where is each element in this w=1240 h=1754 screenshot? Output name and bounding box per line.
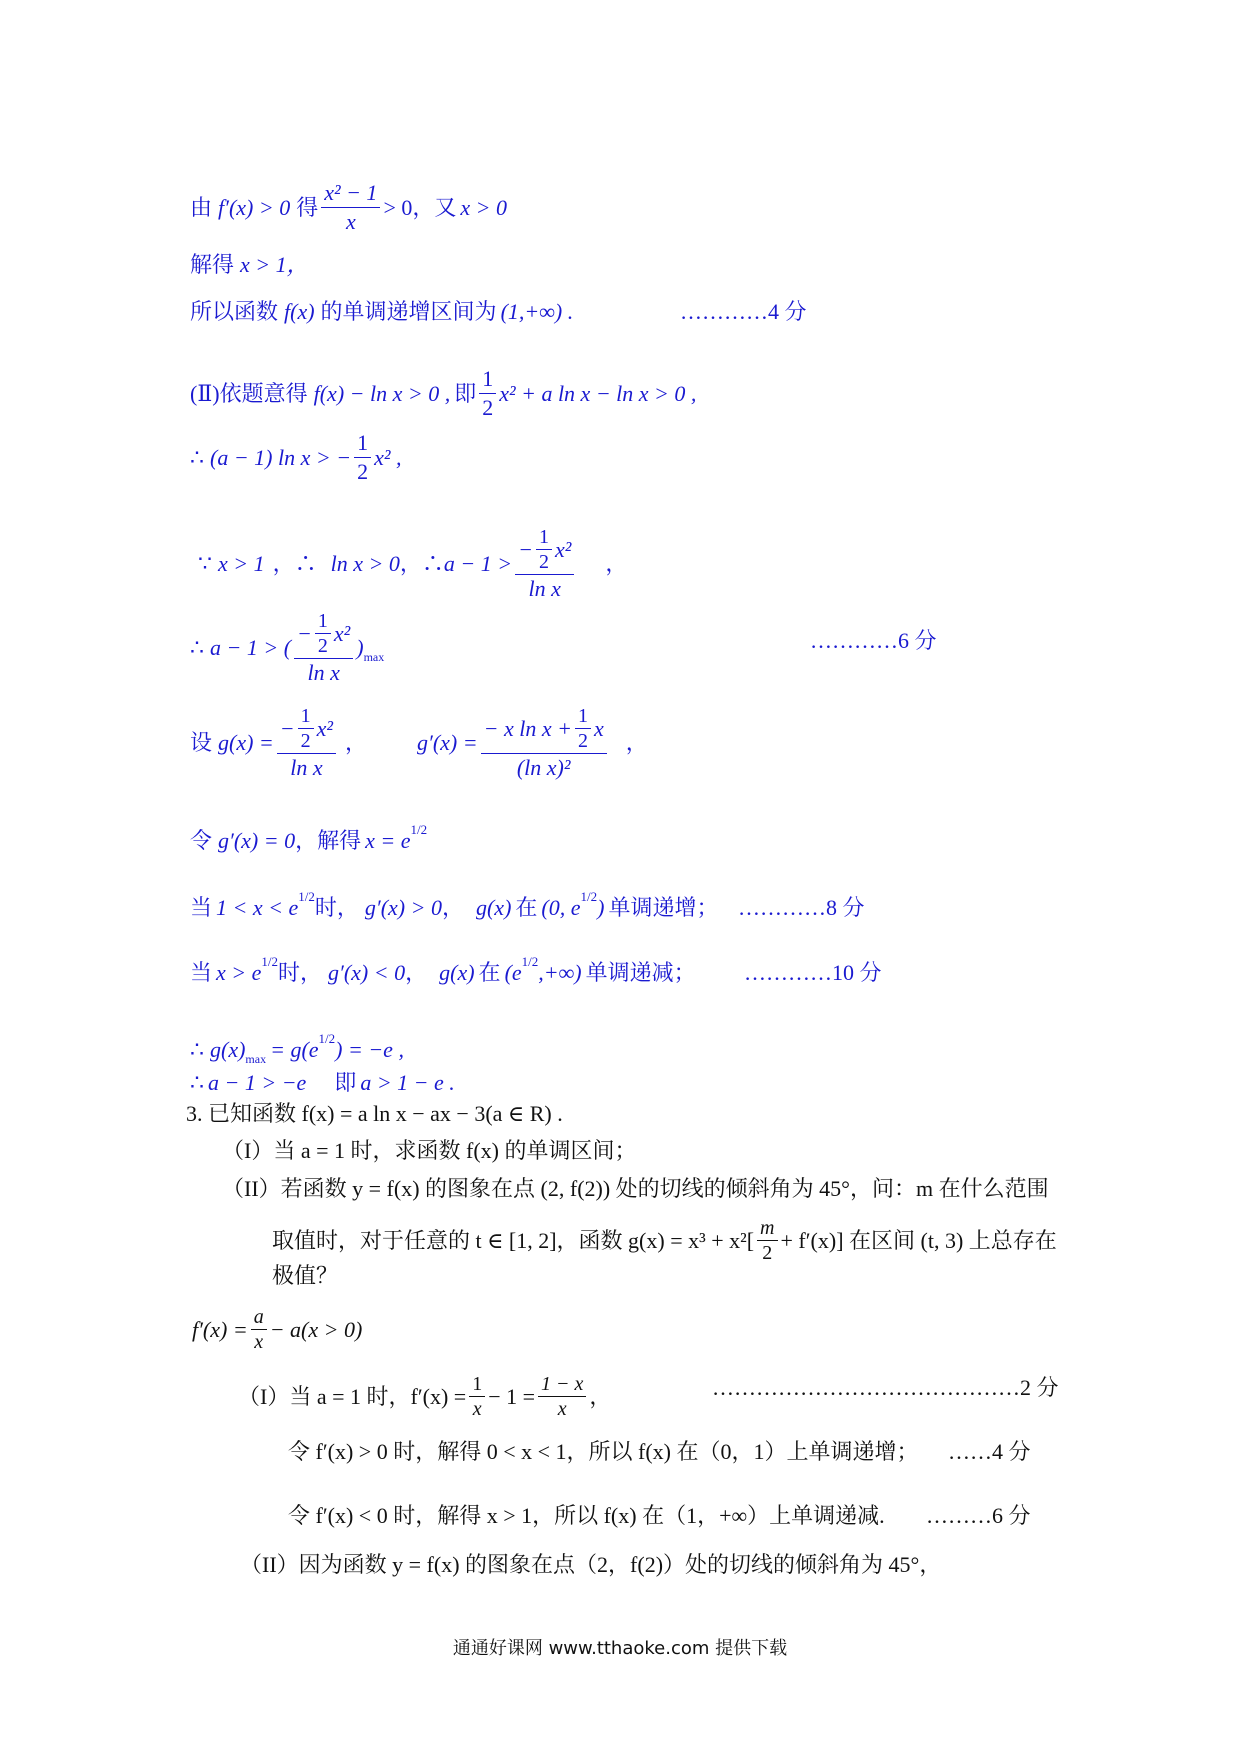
math: (0, e	[541, 895, 581, 920]
text: 当	[190, 960, 213, 985]
fraction-numerator: 1	[469, 1373, 485, 1397]
math: x > 1，	[240, 252, 309, 277]
fraction-denominator: x	[345, 209, 356, 234]
math: x > 0	[460, 194, 507, 220]
math: = g(e	[270, 1037, 319, 1062]
math: x² + a ln x − ln x > 0 ,	[499, 380, 697, 406]
text: ，∴	[399, 551, 444, 576]
fraction-numerator: 1	[298, 705, 314, 729]
text: 即	[454, 380, 477, 406]
text: 在	[478, 960, 501, 985]
fraction-denominator: x	[254, 1331, 264, 1353]
fraction	[479, 366, 496, 421]
text: ，	[405, 960, 428, 985]
math: f′(x) > 0	[218, 194, 291, 220]
text: ，	[605, 551, 628, 576]
therefore-symbol: ∴	[190, 1070, 204, 1095]
solution-line-11	[190, 954, 696, 988]
fraction-denominator: 2	[538, 551, 549, 573]
math: ) = −e ,	[335, 1037, 404, 1062]
solution-line-12	[190, 1026, 404, 1074]
text: ，	[589, 1383, 612, 1409]
text: 令	[190, 828, 213, 853]
fraction-denominator: 2	[357, 459, 369, 484]
text: ，	[625, 730, 648, 755]
score-10: …………10 分	[744, 960, 882, 985]
fraction	[481, 705, 607, 781]
math: a − 1 >	[443, 551, 513, 576]
math: (a − 1) ln x > −	[210, 444, 352, 470]
minus-sign: −	[518, 536, 533, 562]
superscript: 1/2	[521, 954, 539, 969]
math: − x ln x +	[483, 715, 572, 741]
text: 取值时，对于任意的 t ∈ [1, 2]，函数 g(x) = x³ + x²[	[272, 1227, 755, 1253]
therefore-symbol: ∴	[190, 444, 204, 470]
fraction-denominator: ln x	[290, 755, 323, 780]
fraction-denominator: (ln x)²	[516, 755, 571, 780]
fraction	[277, 705, 336, 781]
fraction-numerator: 1	[536, 526, 552, 550]
question-3-part-1: （I）当 a = 1 时，求函数 f(x) 的单调区间；	[222, 1138, 637, 1163]
fraction-denominator: 2	[300, 730, 311, 752]
question-3-part-2-line-1: （II）若函数 y = f(x) 的图象在点 (2, f(2)) 处的切线的倾斜角为 45°，问：m 在什么范围	[222, 1176, 1049, 1201]
math: x²	[554, 536, 572, 562]
math: x	[593, 715, 604, 741]
subscript: max	[363, 650, 385, 664]
fraction	[469, 1373, 485, 1420]
text: 单调递增；	[608, 895, 719, 920]
math: )	[597, 895, 605, 920]
solution-line-2	[190, 250, 309, 280]
text: 在	[515, 895, 538, 920]
fraction-numerator: 1	[315, 610, 331, 634]
text: ，	[441, 895, 464, 920]
footer-source: 通通好课网 www.tthaoke.com 提供下载	[452, 1638, 788, 1659]
superscript: 1/2	[261, 954, 279, 969]
text: > 0，又	[383, 194, 457, 220]
therefore-symbol: ∴	[190, 1037, 204, 1062]
text: 得	[296, 194, 319, 220]
solution-3-derivative	[192, 1306, 362, 1353]
text: 当	[190, 895, 213, 920]
text: （I）当 a = 1 时，f′(x) =	[238, 1383, 467, 1409]
math: (e	[504, 960, 522, 985]
math: 1 < x < e	[216, 895, 299, 920]
text: ，∴	[272, 551, 317, 576]
fraction-numerator: m	[757, 1217, 777, 1241]
solution-line-10	[190, 889, 719, 923]
fraction-numerator	[277, 705, 336, 754]
fraction-denominator: 2	[762, 1242, 773, 1264]
math: g′(x) = 0	[218, 828, 296, 853]
text: − 1 =	[488, 1383, 536, 1409]
fraction-numerator: a	[251, 1306, 267, 1330]
text: 即	[334, 1070, 357, 1095]
subscript: max	[245, 1052, 267, 1066]
math: g(x) =	[218, 730, 274, 755]
score-6: …………6 分	[810, 628, 937, 653]
solution-3-decreasing: 令 f′(x) < 0 时，解得 x > 1，所以 f(x) 在（1，+∞）上单调递减.	[288, 1503, 885, 1528]
math: f′(x) =	[192, 1316, 248, 1342]
fraction-numerator: 1	[479, 366, 496, 394]
fraction-numerator: 1	[354, 430, 371, 458]
text: ，解得	[295, 828, 362, 853]
math: (1,+∞) .	[500, 299, 574, 324]
fraction-denominator: ln x	[307, 660, 340, 685]
math: f(x) − ln x > 0 ,	[313, 380, 451, 406]
solution-line-6	[198, 526, 627, 602]
fraction-denominator: 2	[482, 395, 494, 420]
text: 由	[190, 194, 213, 220]
math: − a(x > 0)	[269, 1316, 363, 1342]
math: x > 1	[218, 551, 265, 576]
fraction	[321, 180, 380, 235]
score-6b: ………6 分	[926, 1503, 1031, 1528]
question-3-part-2-line-3: 极值？	[272, 1263, 339, 1288]
question-3-part-2-line-2	[272, 1217, 1057, 1264]
fraction-numerator: 1 − x	[538, 1373, 586, 1397]
minus-sign: −	[279, 715, 295, 741]
math: x²	[333, 620, 351, 646]
text: ，	[345, 730, 368, 755]
fraction	[538, 1373, 586, 1420]
fraction-denominator: ln x	[528, 576, 561, 601]
fraction-denominator: x	[557, 1398, 567, 1420]
math: x² ,	[374, 444, 402, 470]
solution-line-13	[190, 1068, 455, 1098]
math: a − 1 > −e	[208, 1070, 307, 1095]
fraction	[536, 526, 552, 573]
math: g(x)	[439, 960, 475, 985]
fraction-denominator: x	[472, 1398, 482, 1420]
math: ln x > 0	[330, 551, 400, 576]
math: g′(x) < 0	[328, 960, 406, 985]
question-3-title: 3. 已知函数 f(x) = a ln x − ax − 3(a ∈ R) .	[186, 1101, 563, 1126]
fraction	[294, 610, 353, 686]
solution-line-4	[190, 366, 696, 421]
superscript: 1/2	[580, 889, 598, 904]
solution-line-1	[190, 180, 507, 235]
score-4b: ……4 分	[948, 1439, 1031, 1464]
math: x > e	[216, 960, 262, 985]
solution-3-increasing: 令 f′(x) > 0 时，解得 0 < x < 1，所以 f(x) 在（0，1）上单调递增；	[288, 1439, 919, 1464]
fraction	[515, 526, 574, 602]
solution-line-3	[190, 297, 573, 327]
text: 单调递减；	[585, 960, 696, 985]
solution-line-8	[190, 705, 648, 781]
fraction	[354, 430, 371, 485]
text: 设	[190, 730, 213, 755]
math: ,+∞)	[538, 960, 582, 985]
math: a > 1 − e .	[360, 1070, 455, 1095]
math: f(x)	[284, 299, 315, 324]
math: g(x)	[210, 1037, 246, 1062]
fraction	[298, 705, 314, 752]
math: )	[356, 635, 364, 660]
fraction-numerator: x² − 1	[321, 180, 380, 208]
text: + f′(x)] 在区间 (t, 3) 上总存在	[780, 1227, 1057, 1253]
solution-3-part-2: （II）因为函数 y = f(x) 的图象在点（2，f(2)）处的切线的倾斜角为 45°，	[240, 1552, 942, 1577]
score-8: …………8 分	[738, 895, 865, 920]
solution-line-7	[190, 610, 384, 686]
fraction	[757, 1217, 777, 1264]
math: g(x)	[475, 895, 512, 920]
fraction-numerator: 1	[575, 705, 591, 729]
text: (Ⅱ)依题意得	[190, 380, 308, 406]
fraction	[251, 1306, 267, 1353]
fraction-numerator	[481, 705, 607, 754]
because-symbol: ∵	[198, 551, 212, 576]
fraction-denominator: 2	[317, 635, 328, 657]
fraction-denominator: 2	[577, 730, 588, 752]
text: 时，	[314, 895, 359, 920]
superscript: 1/2	[298, 889, 315, 904]
fraction	[575, 705, 591, 752]
math: g′(x) > 0	[364, 895, 442, 920]
math: g′(x) =	[417, 730, 478, 755]
text: 时，	[278, 960, 323, 985]
superscript: 1/2	[410, 822, 428, 837]
fraction-numerator	[294, 610, 353, 659]
fraction-numerator	[515, 526, 574, 575]
superscript: 1/2	[318, 1031, 336, 1046]
text: 所以函数	[190, 299, 279, 324]
solution-line-5	[190, 430, 401, 485]
fraction	[315, 610, 331, 657]
text: 的单调递增区间为	[320, 299, 497, 324]
math: x²	[316, 715, 334, 741]
solution-line-9	[190, 822, 428, 856]
score-4: …………4 分	[680, 299, 807, 324]
text: 解得	[190, 252, 235, 277]
math: a − 1 > (	[210, 635, 292, 660]
minus-sign: −	[297, 620, 312, 646]
math: x = e	[365, 828, 411, 853]
solution-3-part-1	[238, 1373, 611, 1420]
score-2: ……………………………………2 分	[712, 1375, 1059, 1400]
therefore-symbol: ∴	[190, 635, 204, 660]
